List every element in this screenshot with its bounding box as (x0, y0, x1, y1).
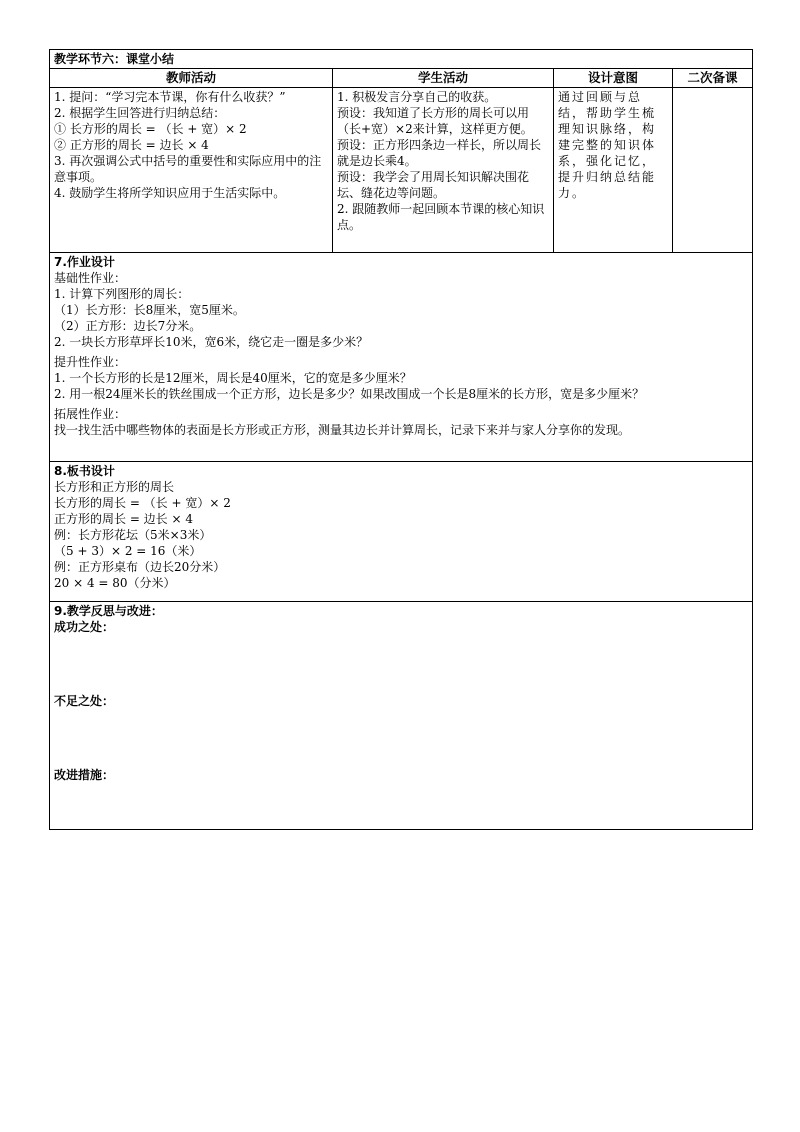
student-line: 预设：我知道了长方形的周长可以用（长+宽）×2来计算，这样更方便。 (337, 106, 533, 136)
reflection-success-label: 成功之处： (54, 620, 115, 634)
student-line: 2. 跟随教师一起回顾本节课的核心知识点。 (337, 202, 545, 232)
teacher-line: ① 长方形的周长 = （长 + 宽）× 2 (54, 122, 247, 136)
homework-item: （1）长方形：长8厘米，宽5厘米。 (54, 303, 245, 317)
teacher-activity-cell (50, 88, 333, 253)
board-line: （5 + 3）× 2 = 16（米） (54, 544, 202, 558)
reflection-improve-label: 改进措施： (54, 768, 115, 782)
homework-item: 1. 一个长方形的长是12厘米，周长是40厘米，它的宽是多少厘米？ (54, 371, 412, 385)
section6-title: 教学环节六：课堂小结 (50, 50, 753, 69)
header-second-prep: 二次备课 (673, 69, 753, 88)
board-title: 8.板书设计 (54, 464, 115, 478)
homework-item: 找一找生活中哪些物体的表面是长方形或正方形，测量其边长并计算周长，记录下来并与家人分享你的发现。 (54, 423, 631, 437)
header-student: 学生活动 (333, 69, 554, 88)
header-teacher: 教师活动 (50, 69, 333, 88)
reflection-shortfall-label: 不足之处： (54, 694, 115, 708)
board-line: 长方形和正方形的周长 (54, 480, 175, 494)
header-intent: 设计意图 (554, 69, 673, 88)
board-line: 例：正方形桌布（边长20分米） (54, 560, 226, 574)
student-activity-cell (333, 88, 554, 253)
design-intent-cell: 通过回顾与总结，帮助学生梳理知识脉络，构建完整的知识体系，强化记忆，提升归纳总结能力。 (554, 88, 673, 253)
homework-item: 1. 计算下列图形的周长： (54, 287, 190, 301)
board-line: 20 × 4 = 80（分米） (54, 576, 176, 590)
homework-item: （2）正方形：边长7分米。 (54, 319, 202, 333)
homework-basic-label: 基础性作业： (54, 271, 127, 285)
student-line: 1. 积极发言分享自己的收获。 (337, 90, 497, 104)
teacher-line: 1. 提问：“学习完本节课，你有什么收获？” (54, 90, 286, 104)
homework-item: 2. 用一根24厘米长的铁丝围成一个正方形，边长是多少？如果改围成一个长是8厘米的长方形，宽是多少厘米？ (54, 387, 645, 401)
teacher-line: ② 正方形的周长 = 边长 × 4 (54, 138, 209, 152)
board-line: 长方形的周长 = （长 + 宽）× 2 (54, 496, 231, 510)
homework-advanced-label: 提升性作业： (54, 355, 127, 369)
lesson-plan-page (49, 49, 752, 830)
reflection-section (50, 602, 753, 830)
student-line: 预设：正方形四条边一样长，所以周长就是边长乘4。 (337, 138, 542, 168)
homework-item: 2. 一块长方形草坪长10米，宽6米，绕它走一圈是多少米？ (54, 335, 369, 349)
second-prep-cell[interactable] (673, 88, 753, 253)
teacher-line: 2. 根据学生回答进行归纳总结： (54, 106, 226, 120)
homework-title: 7.作业设计 (54, 255, 115, 269)
board-line: 例：长方形花坛（5米×3米） (54, 528, 212, 542)
homework-section (50, 253, 753, 462)
homework-extend-label: 拓展性作业： (54, 407, 127, 421)
student-line: 预设：我学会了用周长知识解决围花坛、缝花边等问题。 (337, 170, 530, 200)
board-line: 正方形的周长 = 边长 × 4 (54, 512, 194, 526)
reflection-title: 9.教学反思与改进： (54, 604, 163, 618)
teacher-line: 3. 再次强调公式中括号的重要性和实际应用中的注意事项。 (54, 154, 322, 184)
teacher-line: 4. 鼓励学生将所学知识应用于生活实际中。 (54, 186, 286, 200)
board-section (50, 462, 753, 602)
lesson-plan-table (49, 49, 753, 830)
